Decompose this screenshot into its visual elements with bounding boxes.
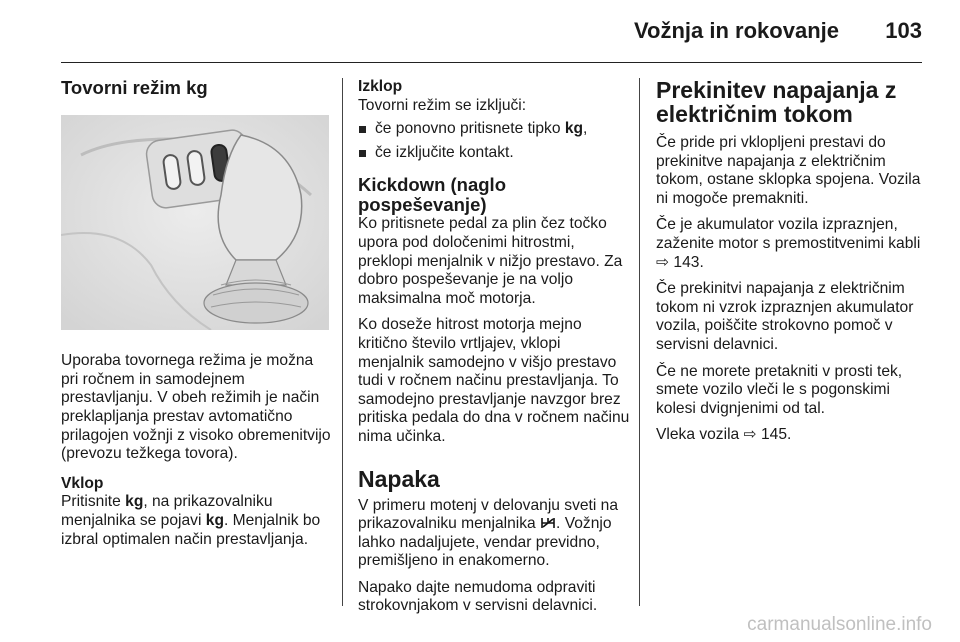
gearbox-fault-icon [540,516,556,530]
section-heading-kickdown: Kickdown (naglo pospeševanje) [358,174,506,216]
kickdown-paragraph-2: Ko doseže hitrost motorja mejno kritično število vrtljajev, vklopi menjalnik samodejno v višjo prestavo tudi v ročnem načinu prestavljanja. To samodejno prestavljanje navzgor brez pritiska pedala do dna v ročnem načinu nima učinka. [358,316,630,445]
section-heading-cargo-mode: Tovorni režim kg [61,77,208,98]
subheading-izklop: Izklop [358,78,403,95]
power-paragraph-3: Če prekinitvi napajanja z električnim tokom ni vzrok izpraznjen akumulator vozila, poiščite strokovno pomoč v servisni delavnici. [656,280,914,353]
cargo-mode-intro: Uporaba tovornega režima je možna pri ročnem in samodejnem prestavljanju. V obeh režimih je način preklapljanja prestav avtomatično prilagojen vožnji z visoko obremenitvijo (prevozu težkega tovora). [61,352,331,463]
running-header-title: Vožnja in rokovanje [634,18,839,43]
page-number: 103 [885,18,922,43]
column-divider-right [639,78,640,606]
power-paragraph-1: Če pride pri vklopljeni prestavi do prekinitve napajanja z električnim tokom, ostane sklopka spojena. Vozila ni mogoče premakniti. [656,134,921,207]
napaka-paragraph-1: V primeru motenj v delovanju sveti na prikazovalniku menjalnika . Vožnjo lahko nadaljujete, vendar previdno, premišljeno in enakomerno. [358,496,619,570]
izklop-list [358,120,630,162]
page-ref-link[interactable]: 143 [673,253,700,271]
watermark: carmanualsonline.info [747,614,932,635]
vklop-paragraph: Pritisnite kg, na prikazovalniku menjalnika se pojavi kg. Menjalnik bo izbral optimalen način prestavljanja. [61,493,321,548]
power-paragraph-4: Če ne morete pretakniti v prosti tek, smete vozilo vleči le s pogonskimi kolesi dvignjenimi od tal. [656,362,903,417]
page-ref-link[interactable]: 145 [760,426,787,444]
list-item: če izključite kontakt. [358,144,630,163]
izklop-text: Tovorni režim se izključi: [358,96,527,114]
column-1 [61,78,331,557]
column-divider-left [342,78,343,606]
subheading-vklop: Vklop [61,474,104,492]
header-rule [61,62,922,63]
section-heading-power-interruption: Prekinitev napajanja z električnim tokom [656,77,897,127]
page-ref-arrow-icon: ⇨ [743,426,757,444]
page-ref-arrow-icon: ⇨ [656,253,670,271]
napaka-paragraph-2: Napako dajte nemudoma odpraviti strokovnjakom v servisni delavnici. [358,578,598,615]
column-3 [656,78,926,453]
kickdown-paragraph-1: Ko pritisnete pedal za plin čez točko upora pod določenimi hitrostmi, preklopi menjalnik v nižjo prestavo. Za dobro pospeševanje je na voljo maksimalna moč motorja. [358,215,623,307]
column-2 [358,78,630,624]
section-heading-napaka: Napaka [358,465,440,492]
power-paragraph-2: Če je akumulator vozila izpraznjen, zaženite motor s premostitvenimi kabli ⇨ 143. [656,216,921,271]
power-paragraph-5: Vleka vozila ⇨ 145. [656,426,792,444]
list-item: če ponovno pritisnete tipko kg, [358,120,630,139]
gear-selector-illustration [61,115,329,330]
